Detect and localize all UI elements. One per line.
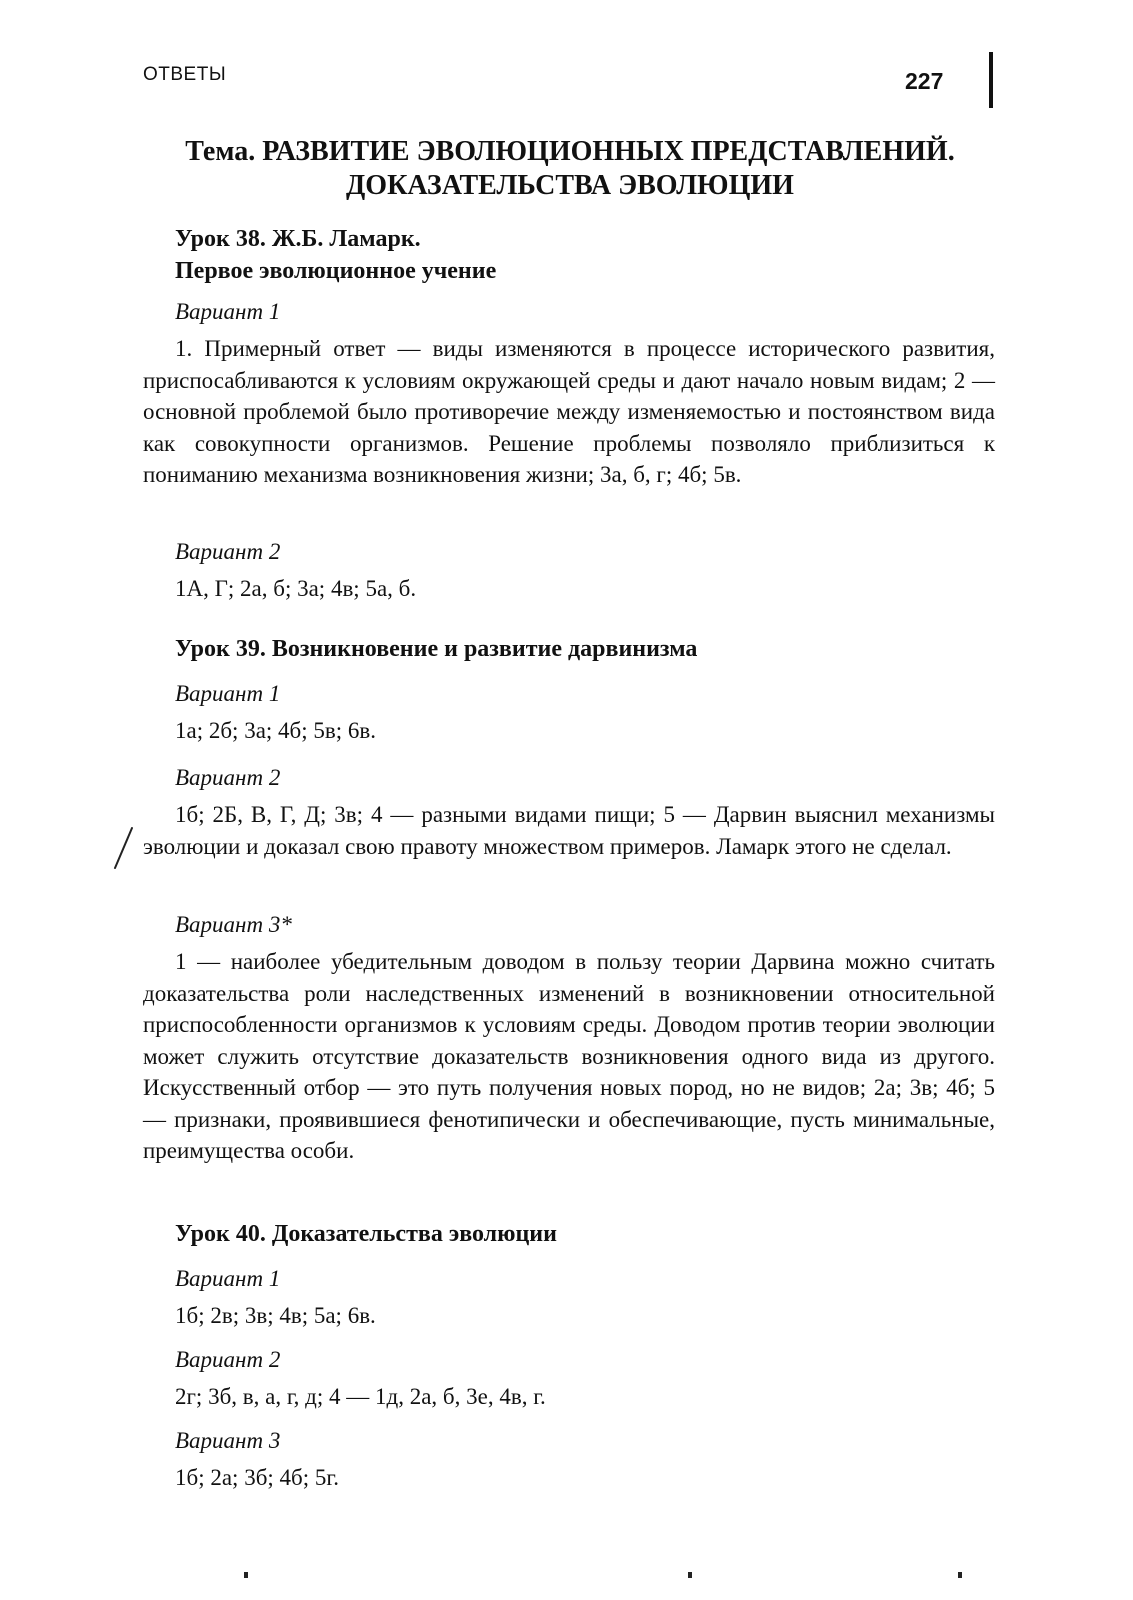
answer-text: 1б; 2а; 3б; 4б; 5г. (175, 1465, 339, 1490)
answer-text: 1б; 2в; 3в; 4в; 5а; 6в. (175, 1303, 376, 1328)
header-rule (989, 52, 993, 108)
lesson-40-variant-1 (143, 1264, 995, 1332)
lesson-39-variant-1 (143, 679, 995, 747)
topic-title-line2: ДОКАЗАТЕЛЬСТВА ЭВОЛЮЦИИ (346, 170, 794, 201)
lesson-40-section (143, 1218, 995, 1250)
answer-text: 1 — наиболее убедительным доводом в пользу теории Дарвина можно считать доказательства роли наследственных изменений в возникновении относительной приспособленности организмов к условиям среды. Доводом против теории эволюции может служить отсутствие доказательств возникновения одного вида из другого. Искусственный отбор — это путь получения новых пород, но не видов; 2а; 3в; 4б; 5 — признаки, проявившиеся фенотипически и обеспечивающие, пусть минимальные, преимущества особи. (143, 949, 995, 1163)
answer-text: 2г; 3б, в, а, г, д; 4 — 1д, 2а, б, 3е, 4в, г. (175, 1384, 546, 1409)
scan-speck (958, 1572, 962, 1578)
variant-label: Вариант 3* (175, 912, 292, 937)
answer-text: 1. Примерный ответ — виды изменяются в процессе исторического развития, приспосабливаются к условиям окружающей среды и дают начало новым видам; 2 — основной проблемой было противоречие между изменяемостью и постоянством вида как совокупности организмов. Решение проблемы позволяло приблизиться к пониманию механизма возникновения жизни; 3а, б, г; 4б; 5в. (143, 336, 995, 487)
lesson-title: Урок 40. Доказательства эволюции (175, 1221, 557, 1247)
variant-label: Вариант 1 (175, 681, 281, 706)
answer-text: 1б; 2Б, В, Г, Д; 3в; 4 — разными видами пищи; 5 — Дарвин выяснил механизмы эволюции и доказал свою правоту множеством примеров. Ламарк этого не сделал. (143, 802, 995, 859)
lesson-38-variant-2 (143, 537, 995, 605)
topic-title-line1: Тема. РАЗВИТИЕ ЭВОЛЮЦИОННЫХ ПРЕДСТАВЛЕНИЙ. (185, 136, 955, 167)
variant-label: Вариант 2 (175, 765, 281, 790)
lesson-40-variant-2 (143, 1345, 995, 1413)
lesson-39-variant-2 (143, 763, 995, 862)
variant-label: Вариант 1 (175, 1266, 281, 1291)
topic-title (130, 135, 1010, 203)
running-head: ОТВЕТЫ (143, 64, 227, 85)
scan-speck (244, 1572, 248, 1578)
lesson-39-variant-3 (143, 910, 995, 1167)
variant-label: Вариант 2 (175, 539, 281, 564)
lesson-38-variant-1 (143, 297, 995, 491)
variant-label: Вариант 2 (175, 1347, 281, 1372)
lesson-subtitle: Первое эволюционное учение (175, 258, 497, 284)
page-number: 227 (905, 68, 944, 94)
lesson-title: Урок 39. Возникновение и развитие дарвинизма (175, 636, 698, 662)
lesson-39-section (143, 633, 995, 665)
lesson-38-section (143, 223, 995, 287)
pencil-mark-icon (112, 826, 136, 872)
variant-label: Вариант 1 (175, 299, 281, 324)
scan-speck (688, 1572, 692, 1578)
answer-text: 1А, Г; 2а, б; 3а; 4в; 5а, б. (175, 576, 417, 601)
lesson-title: Урок 38. Ж.Б. Ламарк. (175, 226, 421, 252)
answer-text: 1а; 2б; 3а; 4б; 5в; 6в. (175, 718, 376, 743)
variant-label: Вариант 3 (175, 1428, 281, 1453)
lesson-40-variant-3 (143, 1426, 995, 1494)
